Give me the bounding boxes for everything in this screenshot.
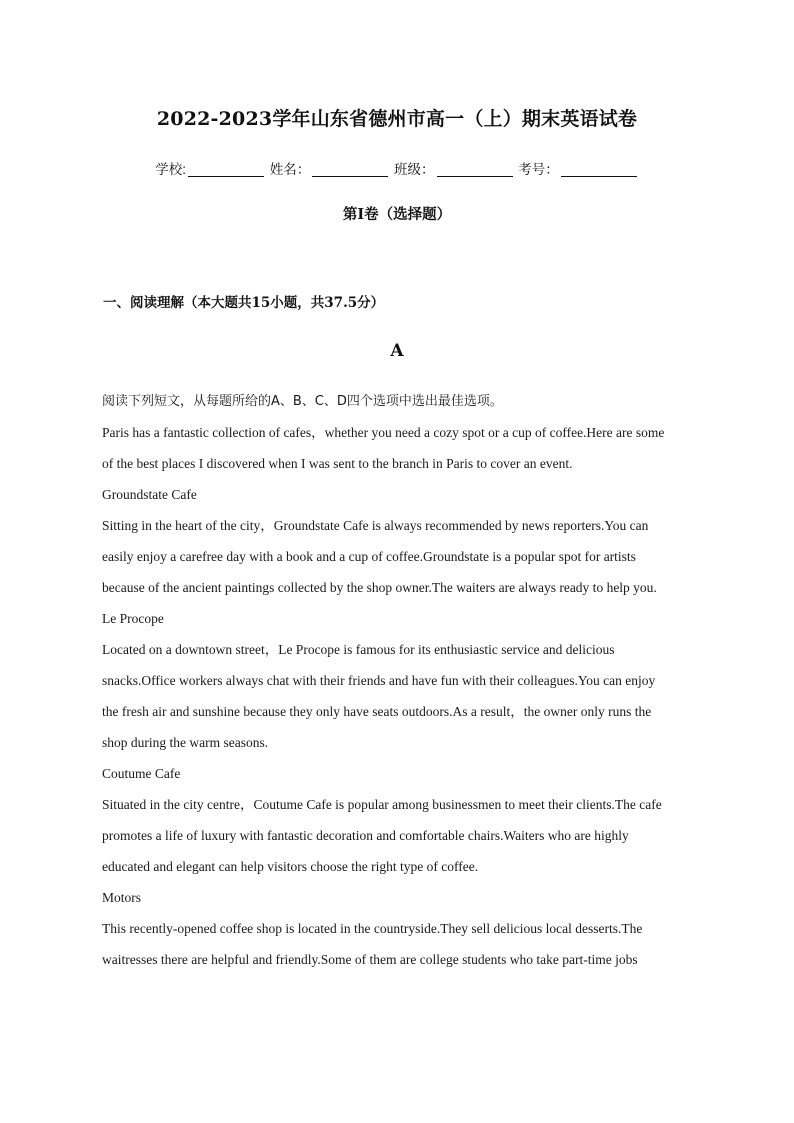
instruction-text: 阅读下列短文，从每题所给的A、B、C、D四个选项中选出最佳选项。 — [102, 394, 503, 409]
cafe-heading: Coutume Cafe — [102, 766, 181, 781]
passage-line: Located on a downtown street，Le Procope is famous for its enthusiastic service and delicious — [102, 642, 615, 657]
passage-line: of the best places I discovered when I was sent to the branch in Paris to cover an event. — [102, 456, 573, 471]
school-blank[interactable] — [188, 162, 264, 177]
exam-number-label: 考号： — [518, 162, 559, 177]
passage-line: educated and elegant can help visitors choose the right type of coffee. — [102, 859, 479, 874]
passage-line: Situated in the city centre，Coutume Cafe is popular among businessmen to meet their clients.The cafe — [102, 797, 662, 812]
passage-line: Sitting in the heart of the city，Groundstate Cafe is always recommended by news reporters.You can — [102, 518, 649, 533]
part-letter: A — [390, 341, 404, 361]
exam-number-blank[interactable] — [561, 162, 637, 177]
passage-line: easily enjoy a carefree day with a book and a cup of coffee.Groundstate is a popular spot for artists — [102, 549, 636, 564]
class-blank[interactable] — [437, 162, 513, 177]
class-label: 班级： — [394, 162, 435, 177]
passage-line: promotes a life of luxury with fantastic decoration and comfortable chairs.Waiters who are highly — [102, 828, 629, 843]
school-label: 学校: — [155, 162, 186, 177]
passage-line: because of the ancient paintings collected by the shop owner.The waiters are always ready to help you. — [102, 580, 657, 595]
name-label: 姓名： — [269, 162, 311, 177]
passage-line: waitresses there are helpful and friendly.Some of them are college students who take part-time jobs — [102, 952, 638, 967]
name-blank[interactable] — [312, 162, 388, 177]
passage-line: snacks.Office workers always chat with their friends and have fun with their colleagues.You can enjoy — [102, 673, 656, 688]
student-info-line — [0, 158, 794, 178]
passage-line: the fresh air and sunshine because they only have seats outdoors.As a result，the owner only runs the — [102, 704, 652, 719]
cafe-heading: Groundstate Cafe — [102, 487, 197, 502]
cafe-heading: Le Procope — [102, 611, 164, 626]
passage-body — [102, 386, 702, 975]
volume-label: 第I卷（选择题） — [342, 206, 452, 223]
passage-line: Paris has a fantastic collection of cafes，whether you need a cozy spot or a cup of coffee.Here are some — [102, 425, 665, 440]
cafe-heading: Motors — [102, 890, 142, 905]
passage-line: shop during the warm seasons. — [102, 735, 269, 750]
exam-title: 2022-2023学年山东省德州市高一（上）期末英语试卷 — [156, 108, 638, 130]
passage-line: This recently-opened coffee shop is located in the countryside.They sell delicious local desserts.The — [102, 921, 643, 936]
section-heading: 一、阅读理解（本大题共15小题，共37.5分） — [103, 295, 385, 311]
